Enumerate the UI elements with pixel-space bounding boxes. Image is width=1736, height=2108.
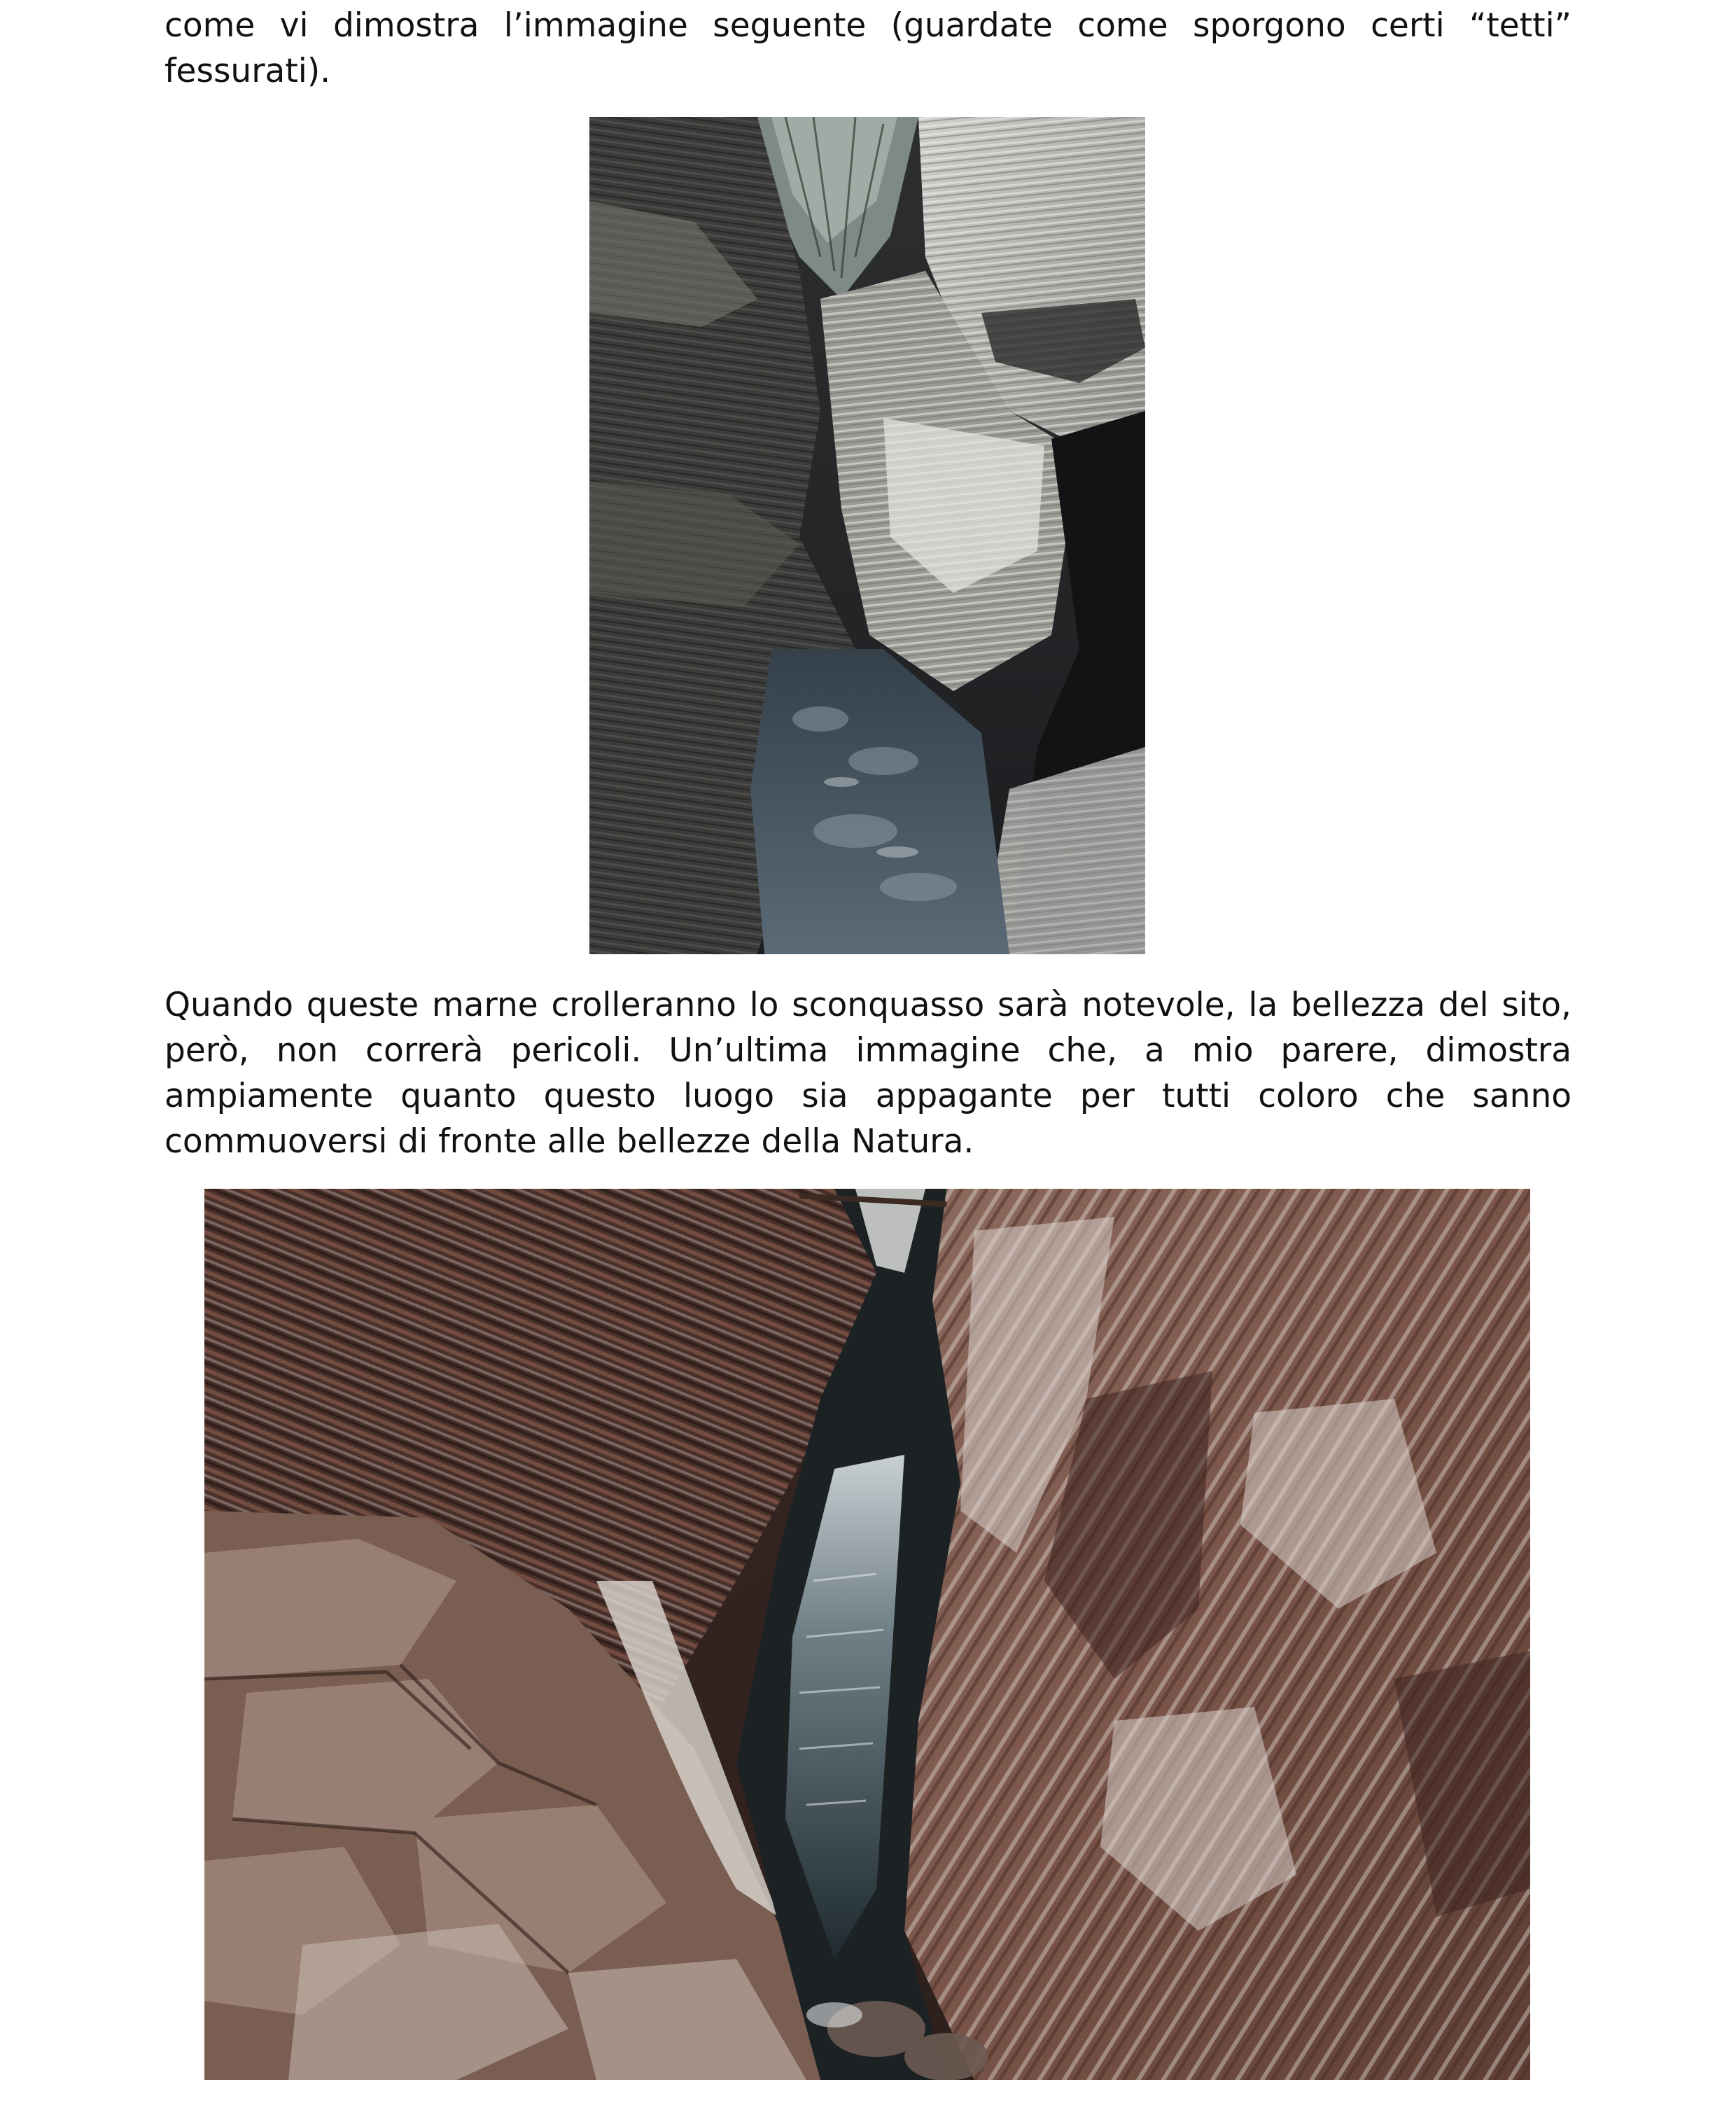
gorge-photo-horizontal — [204, 1189, 1530, 2080]
paragraph-closing: Quando queste marne crolleranno lo sconquasso sarà notevole, la bellezza del sito, però, non correrà pericoli. Un’ultima immagine che, a mio parere, dimostra ampiamente quanto questo luogo sia appagante per tutti coloro che sanno commuoversi di fronte alle bellezze della Natura. — [164, 986, 1572, 1161]
canyon-photo-vertical — [589, 117, 1145, 954]
paragraph-intro: come vi dimostra l’immagine seguente (guardate come sporgono certi “tetti” fessurati). — [164, 6, 1572, 90]
